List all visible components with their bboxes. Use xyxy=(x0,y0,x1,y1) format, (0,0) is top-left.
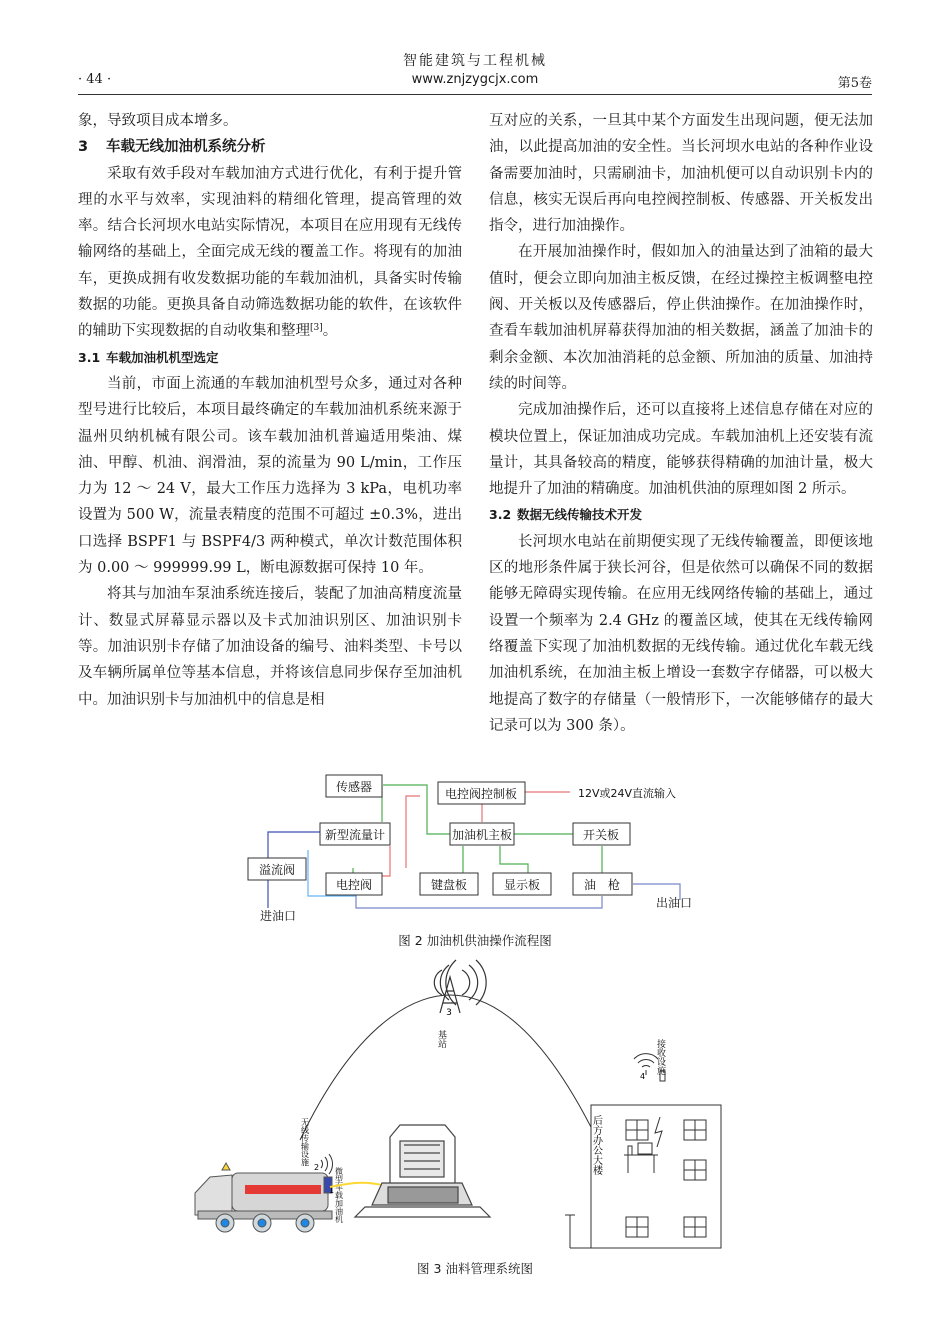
ground-marker xyxy=(565,1215,591,1248)
paragraph-text: 采取有效手段对车载加油方式进行优化，有利于提升管理的水平与效率，实现油料的精细化管理，提高管理的效率。结合长河坝水电站实际情况，本项目在应用现有无线传输网络的基础上，全面完成无线的覆盖工作。将现有的加油车，更换成拥有收发数据功能的车载加油机，具备实时传输数据的功能。更换具备自动筛选数据功能的软件，在该软件的辅助下实现数据的自动收集和整理 xyxy=(78,165,462,340)
main-board-label: 加油机主板 xyxy=(451,828,513,842)
base-station-number: 3 xyxy=(446,1008,452,1018)
paragraph: 长河坝水电站在前期便实现了无线传输覆盖，即便该地区的地形条件属于狭长河谷，但是依然可以确保不同的数据能够无障碍实现传输。在应用无线网络传输的基础上，通过设置一个频率为 2.4 GHz 的覆盖区域，使其在无线传输网络覆盖下实现了加油机数据的无线传输。通过优化车载无线加油机系统，在加油主板上增设一套数字存储器，可以极大地提高了数字的存储量（一般情形下，一次能够储存的最大记录可以为 300 条）。 xyxy=(489,533,873,734)
display-label: 显示板 xyxy=(503,878,541,892)
subsection-number: 3.2 xyxy=(489,507,512,523)
receiver-label: 接收设施 xyxy=(655,1039,665,1075)
sensor-label: 传感器 xyxy=(335,780,373,794)
power-input-label: 12V或24V直流输入 xyxy=(578,787,677,800)
dispenser-label: 微型车载加油机 xyxy=(334,1167,344,1223)
solenoid-valve-label: 电控阀 xyxy=(335,878,373,892)
inlet-label: 进油口 xyxy=(260,909,297,923)
base-station-tower xyxy=(434,960,486,1013)
connector-line xyxy=(406,796,420,868)
subsection-number: 3.1 xyxy=(78,349,101,365)
paragraph: 象，导致项目成本增多。 xyxy=(78,113,238,129)
connector-line xyxy=(356,895,602,908)
journal-url[interactable]: www.znjzygcjx.com xyxy=(411,72,539,87)
header-rule xyxy=(78,94,872,95)
paragraph: 完成加油操作后，还可以直接将上述信息存储在对应的模块位置上，保证加油成功完成。车载加油机上还安装有流量计，其具备较高的精度，能够获得精确的加油计量，极大地提升了加油的精确度。加油机供油的原理如图 2 所示。 xyxy=(489,402,873,498)
right-column xyxy=(489,108,873,739)
keyboard-label: 键盘板 xyxy=(430,878,468,892)
subsection-title: 数据无线传输技术开发 xyxy=(517,507,643,523)
bulldozer xyxy=(355,1125,490,1217)
base-station-label: 基站 xyxy=(436,1030,446,1048)
flowmeter-label: 新型流量计 xyxy=(324,828,386,842)
journal-title: 智能建筑与工程机械 xyxy=(403,53,547,69)
volume-number: 第5卷 xyxy=(837,76,872,91)
gun-label: 油 枪 xyxy=(583,878,621,892)
transmitter-label: 无线传输设施 xyxy=(300,1118,310,1166)
transmitter-number: 2 xyxy=(314,1163,320,1172)
dispenser-number: 1 xyxy=(329,1186,335,1195)
valve-board-label: 电控阀控制板 xyxy=(444,787,518,801)
page-number: · 44 · xyxy=(78,72,112,87)
left-column xyxy=(78,108,462,713)
figure-3-caption: 图 3 油料管理系统图 xyxy=(417,1261,533,1276)
connector-line xyxy=(500,846,528,874)
figure-2-flowchart xyxy=(0,760,950,925)
paragraph: 在开展加油操作时，假如加入的油量达到了油箱的最大值时，便会立即向加油主板反馈，在经过操控主板调整电控阀、开关板以及传感器后，停止供油操作。在加油操作时，查看车载加油机屏幕获得加油的相关数据，涵盖了加油卡的剩余金额、本次加油消耗的总金额、所加油的质量、加油持续的时间等。 xyxy=(489,244,873,392)
paragraph xyxy=(78,161,462,345)
paragraph: 互对应的关系，一旦其中某个方面发生出现问题，便无法加油，以此提高加油的安全性。当长河坝水电站的各种作业设备需要加油时，只需刷油卡，加油机便可以自动识别卡内的信息，核实无误后再向电控阀控制板、传感器、开关板发出指令，进行加油操作。 xyxy=(489,113,873,235)
office-label: 后方办公大楼 xyxy=(590,1115,602,1175)
section-heading-3-1 xyxy=(78,345,462,371)
outlet-label: 出油口 xyxy=(656,896,693,910)
section-heading-3-2 xyxy=(489,502,873,528)
subsection-title: 车载加油机机型选定 xyxy=(106,349,219,365)
section-title: 车载无线加油机系统分析 xyxy=(106,139,266,156)
transmitter-icon xyxy=(321,1154,333,1174)
connector-line xyxy=(268,832,326,860)
switch-board-label: 开关板 xyxy=(582,828,620,842)
figure-2-caption: 图 2 加油机供油操作流程图 xyxy=(398,933,552,948)
paragraph: 当前，市面上流通的车载加油机型号众多，通过对各种型号进行比较后，本项目最终确定的车载加油机系统来源于温州贝纳机械有限公司。该车载加油机普遍适用柴油、煤油、甲醇、机油、润滑油，泵的流量为 90 L/min，工作压力为 12 ～ 24 V，最大工作压力选择为 3 kPa，电机功率设置为 500 W，流量表精度的范围不可超过 ±0.3%，进出口选择 BSPF1 与 BSPF4/3 两种模式，单次计数范围体积为 0.00 ～ 999999.99 L，断电源数据可保持 10 年。 xyxy=(78,375,462,577)
fuel-truck xyxy=(195,1163,335,1232)
section-heading-3 xyxy=(78,134,462,160)
figure-3-system-diagram xyxy=(0,955,950,1250)
paragraph: 将其与加油车泵油系统连接后，装配了加油高精度流量计、数显式屏幕显示器以及卡式加油识别区、加油识别卡等。加油识别卡存储了加油设备的编号、油料类型、卡号以及车辆所属单位等基本信息，并将该信息同步保存至加油机中。加油识别卡与加油机中的信息是相 xyxy=(78,586,462,708)
section-number: 3 xyxy=(78,139,89,156)
overflow-valve-label: 溢流阀 xyxy=(258,863,296,877)
connector-line xyxy=(380,846,390,876)
citation-ref[interactable]: [3] xyxy=(310,323,323,334)
paragraph-end: 。 xyxy=(322,323,338,340)
receiver-number: 4 xyxy=(640,1072,646,1081)
